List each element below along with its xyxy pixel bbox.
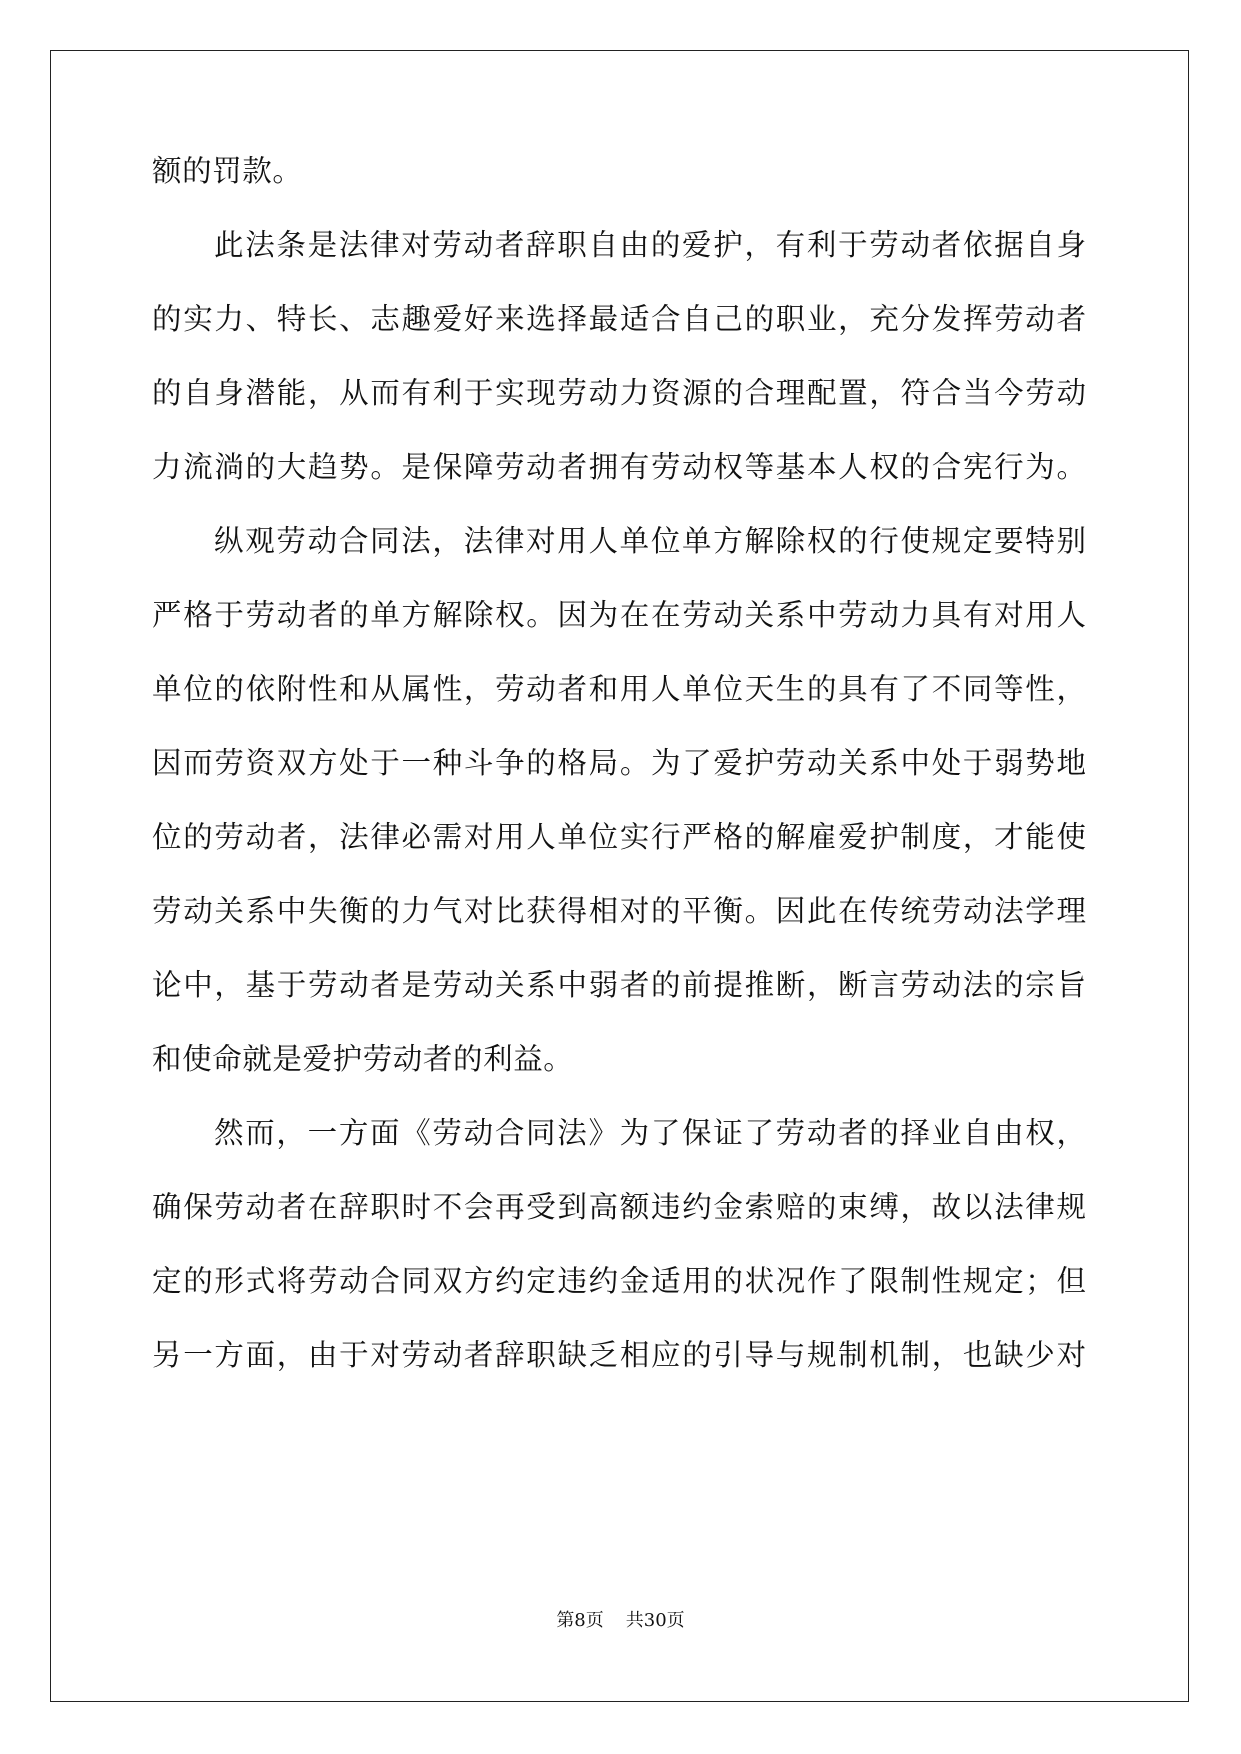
text-line: 力流淌的大趋势。是保障劳动者拥有劳动权等基本人权的合宪行为。 [152,450,1086,484]
text-line: 因而劳资双方处于一种斗争的格局。为了爱护劳动关系中处于弱势地 [152,746,1086,780]
text-line: 此法条是法律对劳动者辞职自由的爱护，有利于劳动者依据自身 [214,228,1086,262]
text-line: 确保劳动者在辞职时不会再受到高额违约金索赔的束缚，故以法律规 [152,1190,1086,1224]
text-line: 位的劳动者，法律必需对用人单位实行严格的解雇爱护制度，才能使 [152,820,1086,854]
text-line: 论中，基于劳动者是劳动关系中弱者的前提推断，断言劳动法的宗旨 [152,968,1086,1002]
text-line: 纵观劳动合同法，法律对用人单位单方解除权的行使规定要特别 [214,524,1086,558]
text-line: 然而，一方面《劳动合同法》为了保证了劳动者的择业自由权， [214,1116,1086,1150]
page-footer [0,1609,1241,1633]
page-border [50,50,1189,1702]
text-line: 另一方面，由于对劳动者辞职缺乏相应的引导与规制机制，也缺少对 [152,1338,1086,1372]
text-line: 额的罚款。 [152,154,303,188]
text-line: 的实力、特长、志趣爱好来选择最适合自己的职业，充分发挥劳动者 [152,302,1086,336]
text-line: 严格于劳动者的单方解除权。因为在在劳动关系中劳动力具有对用人 [152,598,1086,632]
page-total: 共30页 [625,1610,685,1631]
text-line: 劳动关系中失衡的力气对比获得相对的平衡。因此在传统劳动法学理 [152,894,1086,928]
text-line: 的自身潜能，从而有利于实现劳动力资源的合理配置，符合当今劳动 [152,376,1086,410]
page-number: 第8页 [556,1610,604,1631]
text-line: 定的形式将劳动合同双方约定违约金适用的状况作了限制性规定；但 [152,1264,1086,1298]
text-line: 和使命就是爱护劳动者的利益。 [152,1042,574,1076]
text-line: 单位的依附性和从属性，劳动者和用人单位天生的具有了不同等性， [152,672,1086,706]
